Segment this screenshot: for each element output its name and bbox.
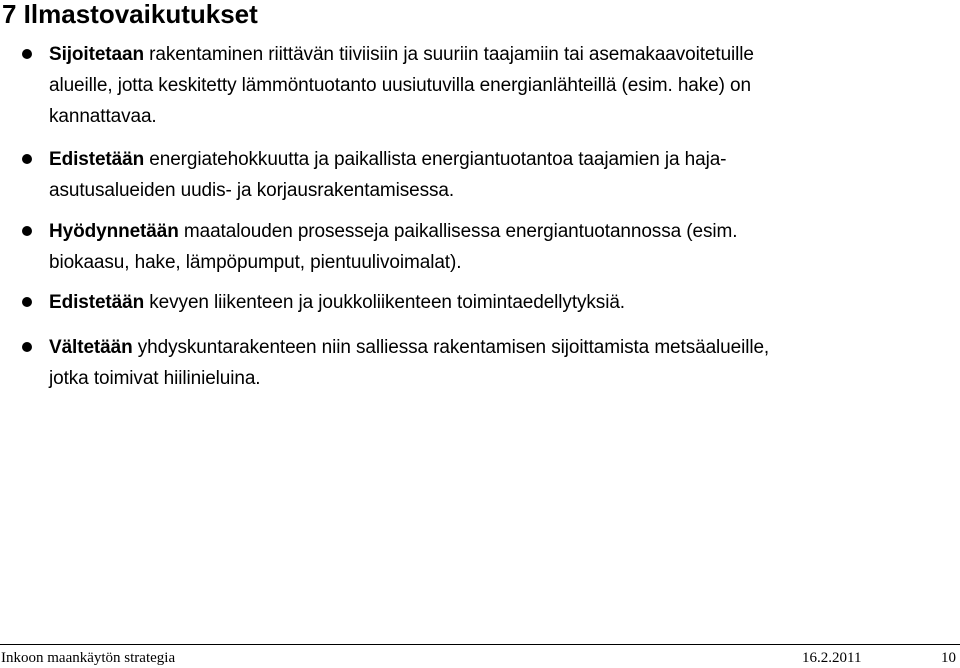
bullet-line: biokaasu, hake, lämpöpumput, pientuulivoimalat). (49, 252, 462, 273)
bullet-text: energiatehokkuutta ja paikallista energiantuotantoa taajamien ja haja- (144, 149, 727, 170)
bullet-text: rakentaminen riittävän tiiviisiin ja suuriin taajamiin tai asemakaavoitetuille (143, 44, 754, 65)
bullet-line: alueille, jotta keskitetty lämmöntuotanto uusiutuvilla energianlähteillä (esim. hake) on (49, 75, 751, 96)
bullet-line (49, 43, 754, 67)
bullet-keyword: Vältetään (49, 337, 133, 358)
bullet-line: kannattavaa. (49, 106, 157, 127)
bullet-keyword: Hyödynnetään (49, 221, 179, 242)
bullet-text: kevyen liikenteen ja joukkoliikenteen toimintaedellytyksiä. (144, 292, 625, 313)
bullet-line: jotka toimivat hiilinieluina. (49, 368, 261, 389)
bullet-dot-icon (22, 226, 32, 236)
footer-date: 16.2.2011 (802, 650, 862, 666)
footer-document-title: Inkoon maankäytön strategia (1, 650, 176, 666)
footer-page-number: 10 (941, 650, 956, 666)
bullet-keyword: Sijoitetaan (49, 44, 144, 65)
slide-title: 7 Ilmastovaikutukset (2, 0, 258, 29)
bullet-line: asutusalueiden uudis- ja korjausrakentamisessa. (49, 180, 455, 201)
bullet-line (49, 148, 726, 172)
footer-divider (0, 644, 960, 645)
bullet-dot-icon (22, 297, 32, 307)
bullet-text: maatalouden prosesseja paikallisessa energiantuotannossa (esim. (178, 221, 738, 242)
bullet-dot-icon (22, 154, 32, 164)
bullet-line (49, 336, 769, 360)
bullet-keyword: Edistetään (49, 149, 145, 170)
bullet-dot-icon (22, 342, 32, 352)
bullet-dot-icon (22, 49, 32, 59)
bullet-line (49, 220, 737, 244)
bullet-keyword: Edistetään (49, 292, 145, 313)
bullet-text: yhdyskuntarakenteen niin salliessa rakentamisen sijoittamista metsäalueille, (132, 337, 770, 358)
bullet-line (49, 291, 625, 315)
